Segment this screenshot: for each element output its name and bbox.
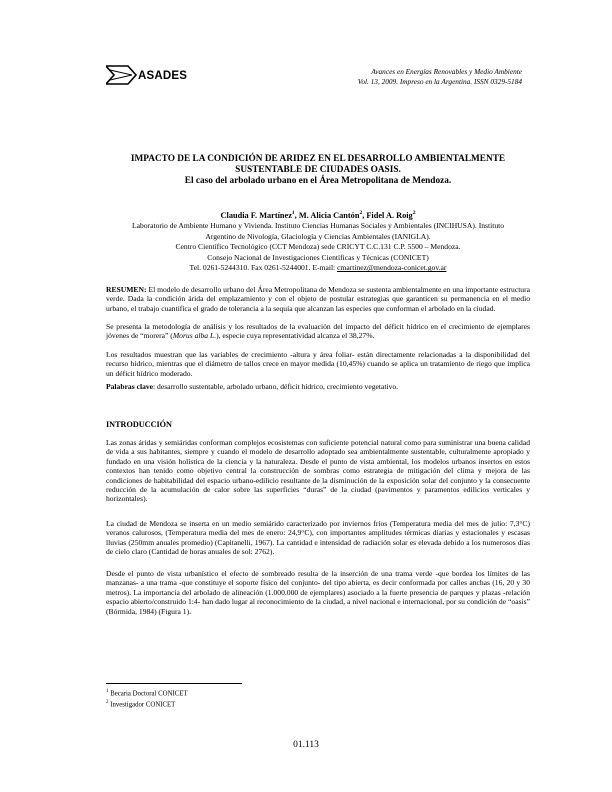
affiliation: [106, 221, 530, 274]
affiliation-line-2: Argentino de Nivología, Glaciología y Ciencias Ambientales (IANIGLA).: [205, 231, 431, 241]
email-link[interactable]: cmartinez@mendoza-conicet.gov.ar: [337, 263, 447, 273]
abstract-label: RESUMEN:: [106, 285, 147, 294]
abstract-paragraph-2: Se presenta la metodología de análisis y los resultados de la evaluación del impacto del déficit hídrico en el crecimiento de ejemplares jóvenes de “morera” (Morus alba L.), especie cuya representatividad alcanza el 38,27%.: [106, 322, 530, 341]
abstract-paragraph-1: RESUMEN: El modelo de desarrollo urbano del Área Metropolitana de Mendoza se sustenta ambientalmente en una importante estructura verde. Dada la condición árida del emplazamiento y con el objeto de postular estrategias que garanticen su permanencia en el medio urbano, el trabajo cuantifica el grado de tolerancia a la sequía que alcanzan las especies que conforman el arbolado en la ciudad.: [106, 285, 530, 313]
section-heading-introduction: INTRODUCCIÓN: [106, 420, 172, 429]
intro-paragraph-2: La ciudad de Mendoza se inserta en un medio semiárido caracterizado por inviernos fríos (Temperatura media del mes de julio: 7,3°C) veranos calurosos, (Temperatura media del mes de enero: 24,9°C), con importantes amplitudes térmicas diarias y estacionales y escasas lluvias (250mm anuales promedio) (Capitanelli, 1967). La cantidad e intensidad de radiación solar es elevada debido a los numerosos días de cielo claro (Cantidad de horas anuales de sol: 2762).: [106, 519, 530, 557]
title-line-1: IMPACTO DE LA CONDICIÓN DE ARIDEZ EN EL DESARROLLO AMBIENTALMENTE: [130, 154, 506, 164]
keywords-label: Palabras clave: [106, 382, 154, 391]
title-line-2: SUSTENTABLE DE CIUDADES OASIS.: [235, 165, 401, 175]
contact-line: Tel. 0261-5244310. Fax 0261-5244001. E-mail: cmartinez@mendoza-conicet.gov.ar: [189, 263, 447, 273]
author-1-mark: 1: [291, 210, 295, 216]
journal-info: [262, 67, 522, 86]
affiliation-line-3: Centro Científico Tecnológico (CCT Mendoza) sede CRICYT C.C.131 C.P. 5500 – Mendoza.: [175, 242, 461, 252]
footnote-divider: [106, 683, 242, 684]
author-3-mark: 2: [412, 210, 416, 216]
paper-subtitle: El caso del arbolado urbano en el Área Metropolitana de Mendoza.: [184, 176, 452, 186]
journal-line-1: Avances en Energías Renovables y Medio Ambiente: [371, 67, 522, 76]
logo-text: ASADES: [138, 70, 188, 82]
page-number: 01.113: [293, 740, 319, 750]
journal-line-2: Vol. 13, 2009. Impreso en la Argentina. ISSN 0329-5184: [357, 76, 522, 86]
author-2: M. Alicia Cantón: [298, 210, 360, 220]
intro-paragraph-3: Desde el punto de vista urbanístico el efecto de sombreado resulta de la inserción de una trama verde -que bordea los límites de las manzanas- a una trama -que constituye el soporte físico del conjunto- del tipo abierta, es decir conformada por calles anchas (16, 20 y 30 metros). La importancia del arbolado de alineación (1.000.000 de ejemplares) asociado a la fuerte presencia de parques y plazas -relación espacio abierto/construido 1:4- han dado lugar al reconocimiento de la ciudad, a nivel nacional e internacional, por su condición de “oasis” (Bórmida, 1984) (Figura 1).: [106, 569, 530, 616]
keywords: Palabras clave: desarrollo sustentable, arbolado urbano, déficit hídrico, crecimiento vegetativo.: [106, 382, 399, 391]
footnote-1: $^1$ Becaria Doctoral CONICET: [106, 689, 188, 698]
species-name: Morus alba L.: [172, 331, 217, 341]
author-1: Claudia F. Martínez: [220, 210, 292, 220]
abstract-paragraph-3: Los resultados muestran que las variables de crecimiento -altura y área foliar- están directamente relacionadas a la disponibilidad del recurso hídrico, mientras que el diámetro de tallos crece en mayor medida (10,45%) cuando se aplica un tratamiento de riego que implica un déficit hídrico moderado.: [106, 350, 530, 378]
intro-paragraph-1: Las zonas áridas y semiáridas conforman complejos ecosistemas con suficiente potencial natural como para suministrar una buena calidad de vida a sus habitantes, siempre y cuando el modelo de desarrollo adoptado sea ambientalmente sustentable, culturalmente apropiado y fundado en una visión holística de la ciencia y la naturaleza. Desde el punto de vista ambiental, los modelos urbanos insertos en estos contextos han tenido como objetivo central la construcción de sombras como estrategia de mitigación del clima y mejora de las condiciones de habitabilidad del espacio urbano-edilicio resultante de la disminución de la exposición solar del conjunto y la consecuente reducción de la acumulación de calor sobre las superficies “duras” de la ciudad (pavimentos y paramentos edilicios verticales y horizontales).: [106, 438, 530, 504]
affiliation-line-1: Laboratorio de Ambiente Humano y Vivienda. Instituto Ciencias Humanas Sociales y Ambientales (INCIHUSA). Instituto: [131, 221, 505, 230]
author-2-mark: 2: [359, 210, 363, 216]
author-list: Claudia F. Martínez$^1$, M. Alicia Cantón$^2$, Fidel A. Roig$^2$: [220, 210, 416, 220]
author-3: Fidel A. Roig: [366, 210, 413, 220]
footnote-2: $^2$ Investigador CONICET: [106, 700, 176, 709]
footnotes: [106, 687, 188, 710]
paper-title: [106, 154, 530, 176]
affiliation-line-4: Consejo Nacional de Investigaciones Científicas y Técnicas (CONICET): [207, 252, 429, 262]
